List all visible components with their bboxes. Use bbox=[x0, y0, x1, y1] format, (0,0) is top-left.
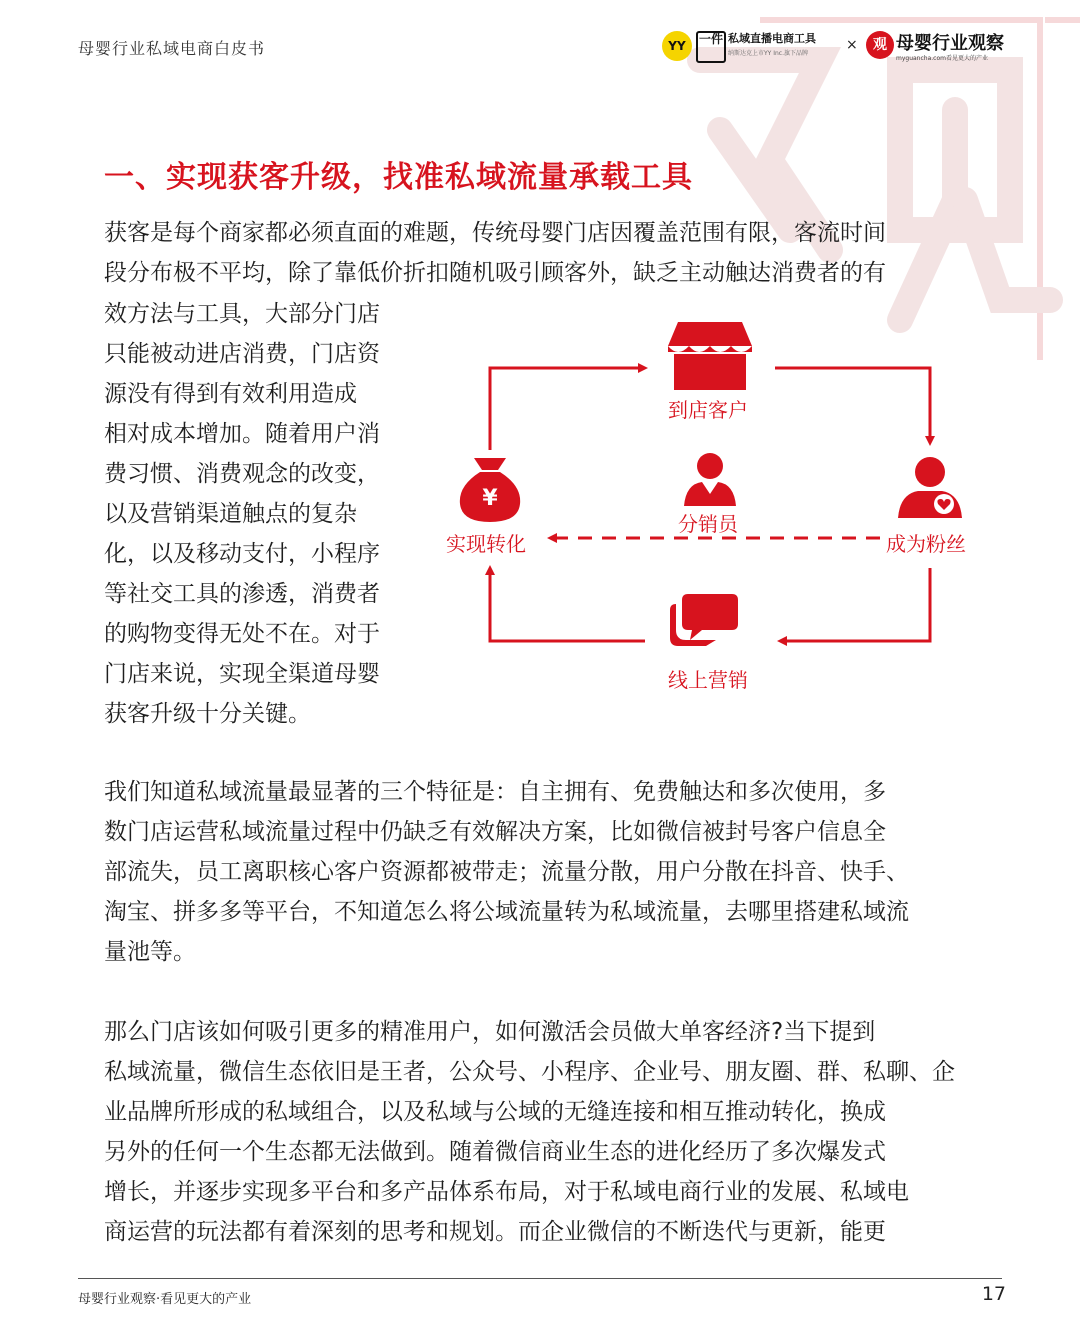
node-convert-label: 实现转化 bbox=[446, 532, 526, 556]
text-line: 化，以及移动支付，小程序 bbox=[104, 541, 380, 567]
yijian-logo-icon: 一件 bbox=[696, 31, 726, 63]
text-line: 等社交工具的渗透，消费者 bbox=[104, 581, 380, 607]
footer-text: 母婴行业观察·看见更大的产业 bbox=[78, 1292, 252, 1307]
tool-subtitle: 纳斯达克上市YY Inc.旗下品牌 bbox=[728, 50, 809, 57]
customer-cycle-diagram bbox=[440, 300, 1000, 720]
node-store-label: 到店客户 bbox=[668, 398, 748, 422]
header-logos bbox=[662, 28, 1022, 64]
yy-logo-icon: YY bbox=[662, 31, 692, 61]
text-line: 相对成本增加。随着用户消 bbox=[104, 421, 380, 447]
section-title: 一、实现获客升级，找准私域流量承载工具 bbox=[104, 160, 693, 195]
node-distributor-label: 分销员 bbox=[678, 512, 738, 536]
text-line: 增长，并逐步实现多平台和多产品体系布局，对于私域电商行业的发展、私域电 bbox=[104, 1179, 909, 1205]
arrow-fan-to-online bbox=[780, 568, 930, 641]
text-line: 效方法与工具，大部分门店 bbox=[104, 301, 380, 327]
text-line: 获客升级十分关键。 bbox=[104, 701, 311, 727]
brand-name: 母婴行业观察 bbox=[896, 33, 1004, 54]
text-line: 量池等。 bbox=[104, 939, 196, 965]
text-line: 费习惯、消费观念的改变， bbox=[104, 461, 380, 487]
paragraph-3 bbox=[104, 1012, 976, 1252]
node-online-label: 线上营销 bbox=[668, 668, 748, 692]
text-line: 数门店运营私域流量过程中仍缺乏有效解决方案，比如微信被封号客户信息全 bbox=[104, 819, 886, 845]
document-title: 母婴行业私域电商白皮书 bbox=[78, 39, 266, 58]
paragraph-1-line-2: 段分布极不平均，除了靠低价折扣随机吸引顾客外，缺乏主动触达消费者的有 bbox=[104, 260, 886, 286]
text-line: 商运营的玩法都有着深刻的思考和规划。而企业微信的不断迭代与更新，能更 bbox=[104, 1219, 886, 1245]
text-line: 业品牌所形成的私域组合，以及私域与公域的无缝连接和相互推动转化，换成 bbox=[104, 1099, 886, 1125]
text-line: 部流失，员工离职核心客户资源都被带走；流量分散，用户分散在抖音、快手、 bbox=[104, 859, 909, 885]
paragraph-1-side bbox=[104, 294, 410, 734]
page-number: 17 bbox=[981, 1283, 1006, 1305]
text-line: 的购物变得无处不在。对于 bbox=[104, 621, 380, 647]
arrow-online-to-convert bbox=[490, 568, 645, 641]
collab-times: × bbox=[846, 37, 858, 53]
text-line: 源没有得到有效利用造成 bbox=[104, 381, 357, 407]
chat-icon bbox=[670, 594, 738, 646]
text-line: 只能被动进店消费，门店资 bbox=[104, 341, 380, 367]
text-line: 私域流量，微信生态依旧是王者，公众号、小程序、企业号、朋友圈、群、私聊、企 bbox=[104, 1059, 955, 1085]
text-line: 我们知道私域流量最显著的三个特征是：自主拥有、免费触达和多次使用，多 bbox=[104, 779, 886, 805]
arrow-convert-to-store bbox=[490, 368, 645, 450]
text-line: 淘宝、拼多多等平台，不知道怎么将公域流量转为私域流量，去哪里搭建私域流 bbox=[104, 899, 909, 925]
footer-divider bbox=[78, 1278, 1002, 1279]
node-fan-label: 成为粉丝 bbox=[886, 532, 966, 556]
text-line: 以及营销渠道触点的复杂 bbox=[104, 501, 357, 527]
text-line: 另外的任何一个生态都无法做到。随着微信商业生态的进化经历了多次爆发式 bbox=[104, 1139, 886, 1165]
yen-symbol: ¥ bbox=[482, 486, 498, 511]
store-icon bbox=[668, 322, 752, 390]
distributor-icon bbox=[684, 453, 736, 506]
fan-icon bbox=[898, 457, 962, 518]
paragraph-2 bbox=[104, 772, 976, 972]
paragraph-1-line-1: 获客是每个商家都必须直面的难题，传统母婴门店因覆盖范围有限，客流时间 bbox=[104, 220, 886, 246]
text-line: 那么门店该如何吸引更多的精准用户，如何激活会员做大单客经济?当下提到 bbox=[104, 1019, 876, 1045]
guan-logo-icon: 观 bbox=[866, 31, 894, 59]
tool-name: 私域直播电商工具 bbox=[728, 32, 816, 45]
text-line: 门店来说，实现全渠道母婴 bbox=[104, 661, 380, 687]
brand-url: myguancha.com看见更大的产业 bbox=[896, 55, 988, 62]
arrow-store-to-fan bbox=[775, 368, 930, 443]
